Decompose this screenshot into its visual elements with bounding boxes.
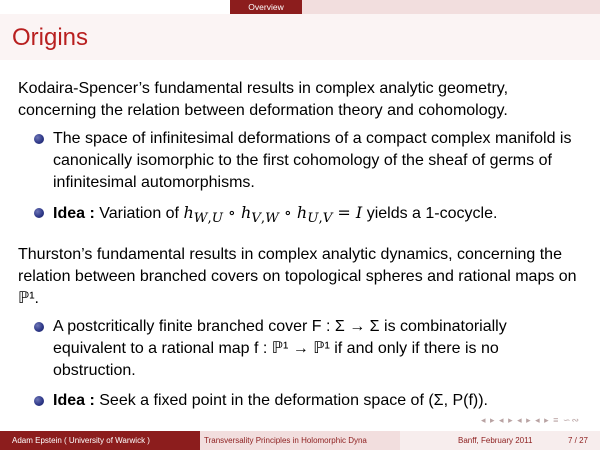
footer-date: Banff, February 2011 [458, 436, 533, 445]
list-item [18, 202, 584, 230]
footer-date-page [400, 431, 600, 450]
headline-fill [302, 0, 600, 14]
bullet-icon [34, 208, 44, 218]
section-nav-overview[interactable]: Overview [230, 0, 302, 14]
bullet-icon [34, 134, 44, 144]
slide-title: Origins [12, 24, 89, 51]
list-item [18, 128, 584, 194]
list-item [18, 316, 584, 382]
frame-title-bar [0, 14, 600, 60]
footer-author: Adam Epstein ( University of Warwick ) [0, 431, 200, 450]
idea-label: Idea : [53, 392, 95, 410]
bullet-list-1 [18, 128, 584, 230]
bullet-list-2 [18, 316, 584, 412]
bullet-icon [34, 396, 44, 406]
footline [0, 431, 600, 450]
footer-title: Transversality Principles in Holomorphic Dyna [200, 431, 400, 450]
slide-body [18, 78, 584, 420]
idea-text: Seek a fixed point in the deformation space of (Σ, P(f)). [99, 392, 488, 410]
bullet-icon [34, 322, 44, 332]
headline-bar [0, 0, 600, 14]
paragraph-kodaira-spencer: Kodaira-Spencer’s fundamental results in complex analytic geometry, concerning the relation between deformation theory and cohomology. [18, 80, 509, 119]
beamer-navigation-icons[interactable]: ◂ ▸ ◂ ▸ ◂ ▸ ◂ ▸ ≡ ∽∾ [481, 415, 580, 425]
list-item [18, 390, 584, 412]
paragraph-thurston: Thurston’s fundamental results in complex analytic dynamics, concerning the relation between branched covers on topological spheres and rational maps on ℙ¹. [18, 246, 577, 308]
bullet-text: A postcritically finite branched cover F : Σ → Σ is combinatorially equivalent to a rational map f : ℙ¹ → ℙ¹ if and only if there is no obstruction. [53, 318, 507, 380]
idea-text-pre: Variation of [99, 205, 179, 222]
idea-label: Idea : [53, 205, 95, 222]
bullet-text: The space of infinitesimal deformations of a compact complex manifold is canonically isomorphic to the first cohomology of the sheaf of germs of infinitesimal automorphisms. [53, 130, 572, 191]
idea-text-post: yields a 1-cocycle. [366, 205, 498, 222]
page-number: 7 / 27 [567, 436, 588, 445]
cocycle-formula: $h_{W,U}$ ∘ $h_{V,W}$ ∘ $h_{U,V} = I$ [183, 203, 363, 227]
